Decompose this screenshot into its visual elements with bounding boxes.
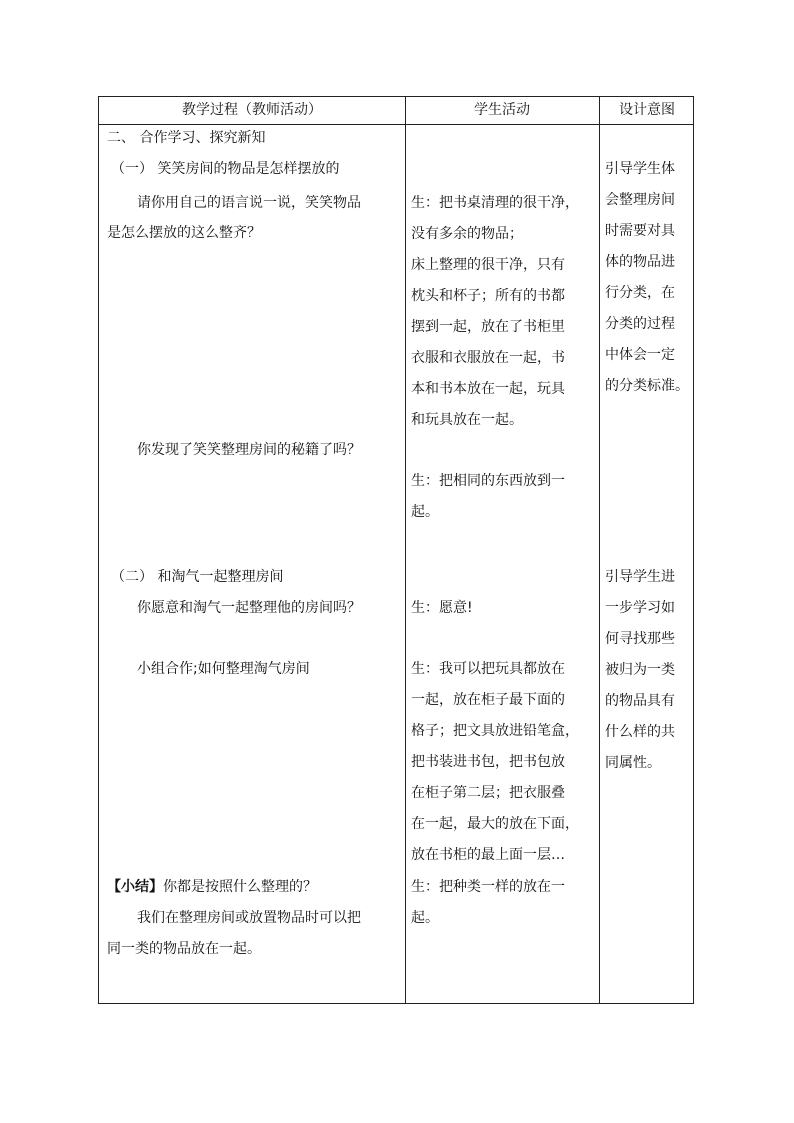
summary-line-1: 我们在整理房间或放置物品时可以把 [137, 910, 361, 926]
design-intent-2 [605, 562, 695, 779]
answer-line: 衣服和衣服放在一起，书 [411, 350, 565, 366]
header-teacher-activity: 教学过程（教师活动） [182, 102, 322, 118]
summary-line-2: 同一类的物品放在一起。 [107, 941, 261, 957]
part1-title: （一） 笑笑房间的物品是怎样摆放的 [111, 161, 340, 177]
answer-line: 生：把书桌清理的很干净， [411, 195, 579, 211]
answer-line: 起。 [411, 504, 439, 520]
student-answer-3: 生：愿意! [411, 600, 473, 616]
intent-line: 引导学生体 [605, 161, 675, 177]
intent-line: 何寻找那些 [605, 631, 675, 647]
answer-line: 在柜子第二层；把衣服叠 [411, 785, 565, 801]
intent-line: 时需要对具 [605, 223, 675, 239]
intent-line: 同属性。 [605, 755, 661, 771]
intent-line: 引导学生进 [605, 569, 675, 585]
part2-title: （二） 和淘气一起整理房间 [111, 569, 284, 585]
answer-line: 一起，放在柜子最下面的 [411, 692, 565, 708]
design-intent-1 [605, 154, 695, 402]
answer-line: 把书装进书包，把书包放 [411, 754, 565, 770]
summary-question: 你都是按照什么整理的？ [163, 879, 317, 895]
intent-line: 行分类，在 [605, 285, 675, 301]
intent-line: 中体会一定 [605, 347, 675, 363]
intent-line: 的物品具有 [605, 693, 675, 709]
column-divider [599, 97, 600, 1003]
answer-line: 格子；把文具放进铅笔盒， [411, 723, 579, 739]
header-design-intent: 设计意图 [619, 102, 675, 118]
intent-line: 体的物品进 [605, 254, 675, 270]
intent-line: 一步学习如 [605, 600, 675, 616]
teacher-question-4: 小组合作;如何整理淘气房间 [137, 661, 310, 677]
answer-line: 在一起，最大的放在下面， [411, 816, 579, 832]
teacher-question-1-line1: 请你用自己的语言说一说，笑笑物品 [137, 195, 361, 211]
answer-line: 本和书本放在一起，玩具 [411, 381, 565, 397]
intent-line: 会整理房间 [605, 192, 675, 208]
answer-line: 和玩具放在一起。 [411, 412, 523, 428]
summary [107, 872, 317, 903]
lesson-plan-table [98, 96, 694, 1004]
student-answer-5 [411, 872, 597, 934]
answer-line: 放在书柜的最上面一层… [411, 847, 565, 863]
column-divider [405, 97, 406, 1003]
answer-line: 生：把种类一样的放在一 [411, 879, 565, 895]
section-title: 二、 合作学习、探究新知 [107, 130, 266, 146]
student-answer-2 [411, 466, 597, 528]
answer-line: 床上整理的很干净，只有 [411, 257, 565, 273]
student-answer-4 [411, 654, 597, 871]
intent-line: 被归为一类 [605, 662, 675, 678]
teacher-question-1-line2: 是怎么摆放的这么整齐？ [107, 225, 261, 241]
header-student-activity: 学生活动 [474, 102, 530, 118]
intent-line: 什么样的共 [605, 724, 675, 740]
answer-line: 起。 [411, 910, 439, 926]
intent-line: 的分类标准。 [605, 378, 689, 394]
student-answer-1 [411, 188, 597, 436]
answer-line: 枕头和杯子；所有的书都 [411, 288, 565, 304]
answer-line: 生：我可以把玩具都放在 [411, 661, 565, 677]
answer-line: 生：把相同的东西放到一 [411, 473, 565, 489]
intent-line: 分类的过程 [605, 316, 675, 332]
teacher-question-3: 你愿意和淘气一起整理他的房间吗？ [137, 600, 361, 616]
answer-line: 没有多余的物品； [411, 226, 523, 242]
summary-label: 【小结】 [107, 879, 163, 895]
teacher-question-2: 你发现了笑笑整理房间的秘籍了吗？ [137, 442, 361, 458]
answer-line: 摆到一起，放在了书柜里 [411, 319, 565, 335]
